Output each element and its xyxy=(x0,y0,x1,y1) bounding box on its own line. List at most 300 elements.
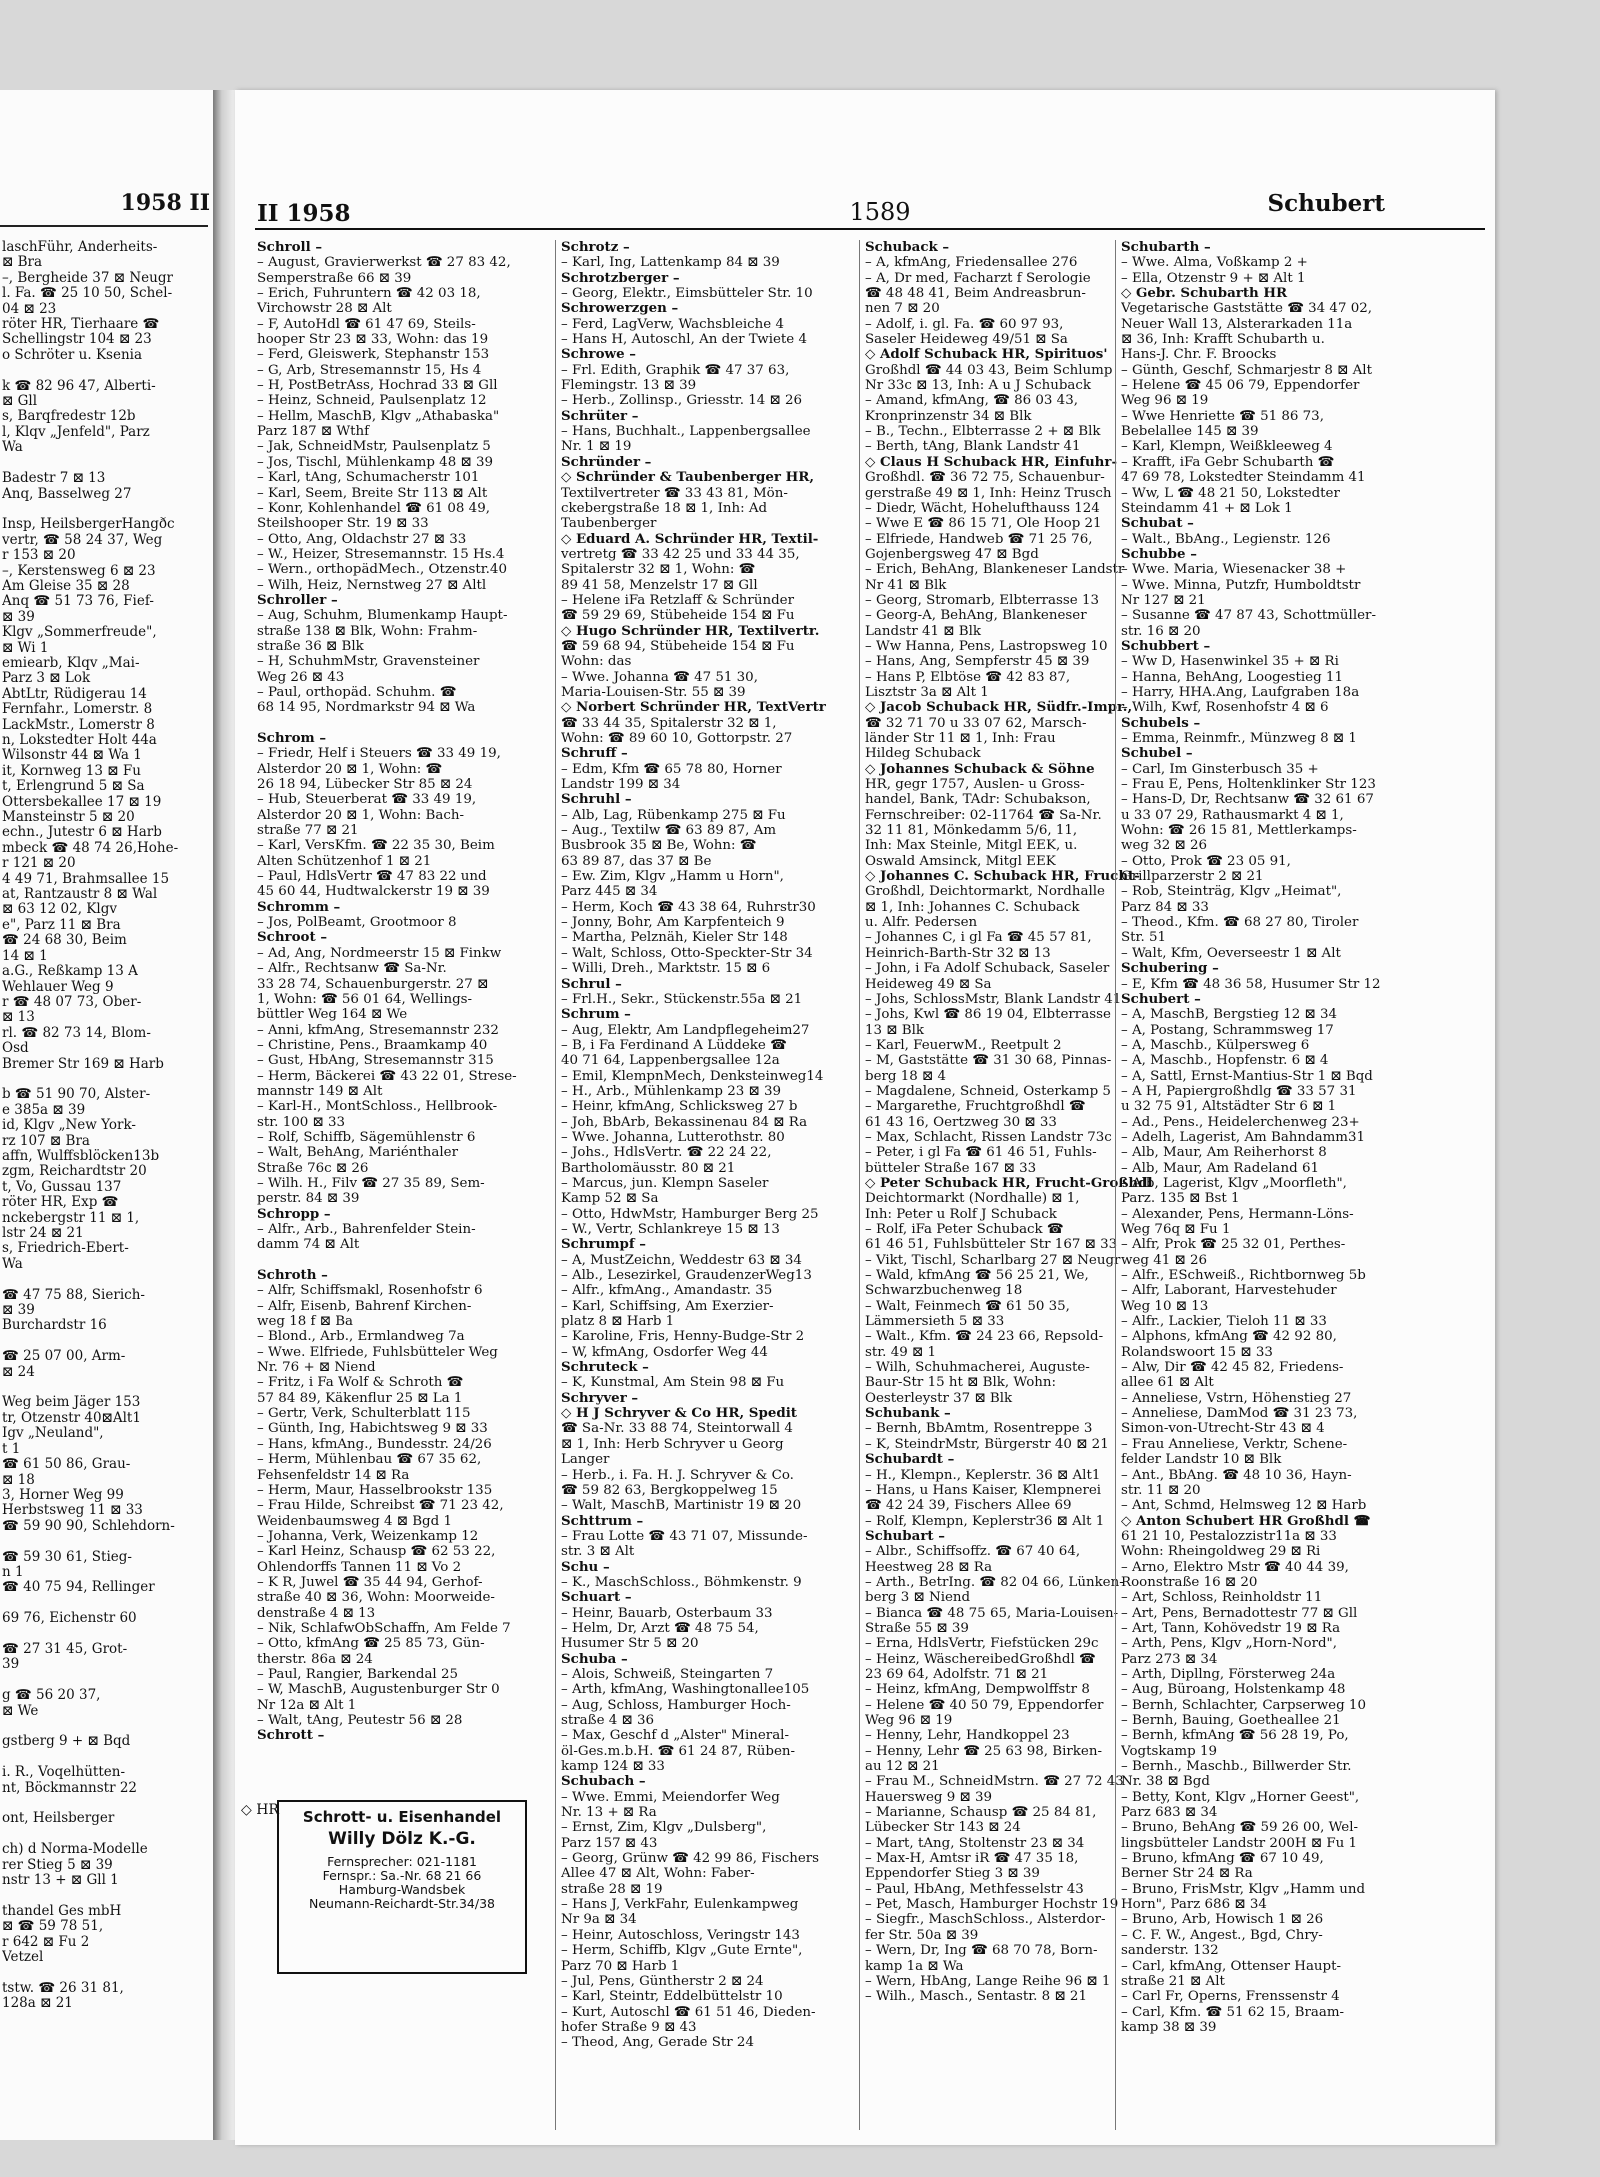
directory-entry-line: – Jul, Pens, Güntherstr 2 ⊠ 24 xyxy=(561,1973,764,1989)
directory-entry-line: – Adolf, i. gl. Fa. ☎ 60 97 93, xyxy=(865,316,1064,332)
directory-entry-line: – Ww, L ☎ 48 21 50, Lokstedter xyxy=(1121,485,1340,501)
directory-entry-line: – Günth, Ing, Habichtsweg 9 ⊠ 33 xyxy=(257,1421,488,1437)
surname-heading: Schroll – xyxy=(257,240,323,255)
directory-entry-line: nen 7 ⊠ 20 xyxy=(865,301,940,317)
directory-entry-line: Nr 41 ⊠ Blk xyxy=(865,577,947,593)
directory-entry-line: – A, Postang, Schrammsweg 17 xyxy=(1121,1022,1334,1038)
directory-entry-line: Wohn: das xyxy=(561,654,632,670)
left-page-line: ☎ 59 30 61, Stieg- xyxy=(2,1549,132,1565)
directory-entry-line: – Rolf, Schiffb, Sägemühlenstr 6 xyxy=(257,1129,476,1145)
directory-entry-line: Textilvertreter ☎ 33 43 81, Mön- xyxy=(561,485,788,501)
directory-entry-line: – Berth, tAng, Blank Landstr 41 xyxy=(865,439,1081,455)
surname-heading: Schubarth – xyxy=(1121,240,1211,255)
directory-entry-line: – Hans, Ang, Sempferstr 45 ⊠ 39 xyxy=(865,654,1090,670)
directory-entry-line: – Erna, HdlsVertr, Fiefstücken 29c xyxy=(865,1636,1099,1652)
directory-entry-line: 33 28 74, Schauenburgerstr. 27 ⊠ xyxy=(257,976,489,992)
directory-entry-line: au 12 ⊠ 21 xyxy=(865,1759,940,1775)
directory-entry-line: str. 100 ⊠ 33 xyxy=(257,1114,346,1130)
directory-entry-line: Lämmersieth 5 ⊠ 33 xyxy=(865,1314,1005,1330)
left-page-line xyxy=(2,1072,207,1087)
directory-entry-line: Hauersweg 9 ⊠ 39 xyxy=(865,1789,992,1805)
left-page-line: 3, Horner Weg 99 xyxy=(2,1487,124,1503)
directory-entry-line: Semperstraße 66 ⊠ 39 xyxy=(257,270,412,286)
directory-entry-line: – Jak, SchneidMstr, Paulsenplatz 5 xyxy=(257,439,491,455)
directory-entry-line: – Elfriede, Handweb ☎ 71 25 76, xyxy=(865,531,1093,547)
directory-entry-line: – Adelh, Lagerist, Am Bahndamm31 xyxy=(1121,1129,1366,1145)
directory-entry-line: – Emma, Reinmfr., Münzweg 8 ⊠ 1 xyxy=(1121,731,1357,746)
directory-entry-line: – Margarethe, Fruchtgroßhdl ☎ xyxy=(865,1099,1086,1115)
directory-entry-line: – Vikt, Tischl, Scharlbarg 27 ⊠ Neugr xyxy=(865,1252,1121,1268)
directory-entry-line: – Johs., HdlsVertr. ☎ 22 24 22, xyxy=(561,1145,772,1161)
directory-entry-line: – C. F. W., Angest., Bgd, Chry- xyxy=(1121,1927,1323,1943)
directory-entry-line: – Arth, kfmAng, Washingtonallee105 xyxy=(561,1682,810,1698)
directory-entry-line: – Alfr, Prok ☎ 25 32 01, Perthes- xyxy=(1121,1237,1346,1253)
left-page-line: a.G., Reßkamp 13 A xyxy=(2,964,138,980)
page-keyword: Schubert xyxy=(1267,190,1385,217)
directory-entry-line: – Wilh, Schuhmacherei, Auguste- xyxy=(865,1360,1090,1376)
left-page-line: ⊠ 18 xyxy=(2,1472,35,1488)
directory-entry-line: – Bruno, Arb, Howisch 1 ⊠ 26 xyxy=(1121,1912,1324,1928)
directory-entry-line: Berner Str 24 ⊠ Ra xyxy=(1121,1866,1253,1882)
directory-entry-line: – Wern, Dr, Ing ☎ 68 70 78, Born- xyxy=(865,1943,1098,1959)
directory-entry-line: Inh: Peter u Rolf J Schuback xyxy=(865,1206,1057,1222)
directory-entry-line: – Heinr, Bauarb, Osterbaum 33 xyxy=(561,1605,773,1621)
directory-entry-line: ☎ 33 44 35, Spitalerstr 32 ⊠ 1, xyxy=(561,715,777,731)
directory-entry-line: – Peter, i gl Fa ☎ 61 46 51, Fuhls- xyxy=(865,1145,1097,1161)
left-page-line: Weg beim Jäger 153 xyxy=(2,1395,141,1411)
directory-entry-line: HR, gegr 1757, Auslen- u Gross- xyxy=(865,777,1085,793)
directory-entry-line: ◇ Peter Schuback HR, Frucht-Großhdl xyxy=(865,1175,1153,1191)
directory-entry-line: Bartholomäusstr. 80 ⊠ 21 xyxy=(561,1160,736,1176)
directory-entry-line: Allee 47 ⊠ Alt, Wohn: Faber- xyxy=(561,1866,755,1882)
directory-entry-line: – Max-H, Amtsr iR ☎ 47 35 18, xyxy=(865,1851,1079,1867)
directory-entry-line: – B, i Fa Ferdinand A Lüddeke ☎ xyxy=(561,1037,787,1053)
directory-entry-line: – Jonny, Bohr, Am Karpfenteich 9 xyxy=(561,915,785,931)
directory-entry-line: ◇ Adolf Schuback HR, Spirituos' xyxy=(865,347,1108,363)
directory-entry-line: – Ant, Schmd, Helmsweg 12 ⊠ Harb xyxy=(1121,1498,1367,1514)
directory-entry-line: platz 8 ⊠ Harb 1 xyxy=(561,1314,675,1330)
directory-entry-line: – Albr., Schiffsoffz. ☎ 67 40 64, xyxy=(865,1544,1081,1560)
directory-entry-line: – Heinz, kfmAng, Dempwolffstr 8 xyxy=(865,1682,1090,1698)
surname-heading: Schuback – xyxy=(865,240,950,255)
directory-entry-line: – Max, Geschf d „Alster" Mineral- xyxy=(561,1728,789,1744)
directory-entry-line: fer Str. 50a ⊠ 39 xyxy=(865,1927,979,1943)
column-divider xyxy=(1115,240,1116,2130)
left-page-line: Am Gleise 35 ⊠ 28 xyxy=(2,578,130,594)
directory-entry-line: ☎ 59 68 94, Stübeheide 154 ⊠ Fu xyxy=(561,638,795,654)
directory-entry-line: Großhdl. ☎ 36 72 75, Schauenbur- xyxy=(865,470,1105,486)
directory-entry-line: – Frl. Edith, Graphik ☎ 47 37 63, xyxy=(561,362,790,378)
directory-entry-line: – Herm, Mühlenbau ☎ 67 35 62, xyxy=(257,1452,482,1468)
directory-entry-line: büttler Weg 164 ⊠ We xyxy=(257,1007,408,1023)
directory-entry-line: str. 3 ⊠ Alt xyxy=(561,1544,635,1560)
directory-entry-line: Hildeg Schuback xyxy=(865,746,981,762)
directory-entry-line: – Günth, Geschf, Schmarjestr 8 ⊠ Alt xyxy=(1121,362,1372,378)
left-page-line: tstw. ☎ 26 31 81, xyxy=(2,1980,124,1996)
directory-entry-line: – Alfr., Arb., Bahrenfelder Stein- xyxy=(257,1222,476,1237)
directory-entry-line: Vogtskamp 19 xyxy=(1121,1743,1217,1759)
left-page-line: at, Rantzaustr 8 ⊠ Wal xyxy=(2,887,158,903)
directory-entry-line: – Alw, Dir ☎ 42 45 82, Friedens- xyxy=(1121,1360,1344,1376)
directory-entry-line: ◇ Johannes C. Schuback HR, Frucht- xyxy=(865,869,1140,885)
directory-entry-line: – A, Maschb., Hopfenstr. 6 ⊠ 4 xyxy=(1121,1053,1329,1069)
directory-entry-line: – Karl Heinz, Schausp ☎ 62 53 22, xyxy=(257,1544,496,1560)
surname-heading: Schrowerzgen – xyxy=(561,301,679,317)
directory-entry-line: – Ferd, Gleiswerk, Stephanstr 153 xyxy=(257,347,490,363)
directory-entry-line: – A, MaschB, Bergstieg 12 ⊠ 34 xyxy=(1121,1007,1338,1023)
surname-heading: Schrüter – xyxy=(561,408,639,424)
directory-entry-line: ◇ Eduard A. Schründer HR, Textil- xyxy=(561,531,819,547)
directory-entry-line: Weg 26 ⊠ 43 xyxy=(257,669,345,685)
left-page-line: n, Lokstedter Holt 44a xyxy=(2,733,157,748)
left-page-line: s, Barqfredestr 12b xyxy=(2,409,136,425)
surname-heading: Schubat – xyxy=(1121,516,1194,532)
directory-entry-line: – Hellm, MaschB, Klgv „Athabaska" xyxy=(257,408,500,424)
column-divider xyxy=(859,240,860,2130)
directory-entry-line: Parz 70 ⊠ Harb 1 xyxy=(561,1958,680,1974)
directory-entry-line: – W, kfmAng, Osdorfer Weg 44 xyxy=(561,1344,768,1360)
directory-entry-line: – Alois, Schweiß, Steingarten 7 xyxy=(561,1666,774,1682)
directory-entry-line: – Alfr., Lackier, Tieloh 11 ⊠ 33 xyxy=(1121,1314,1327,1330)
directory-entry-line: 61 21 10, Pestalozzistr11a ⊠ 33 xyxy=(1121,1528,1337,1544)
directory-entry-line: – Wwe. Johanna ☎ 47 51 30, xyxy=(561,669,758,685)
left-page-line: ☎ 47 75 88, Sierich- xyxy=(2,1287,145,1303)
directory-entry-line: ◇ Johannes Schuback & Söhne xyxy=(865,761,1095,777)
directory-entry-line: – Herm, Koch ☎ 43 38 64, Ruhrstr30 xyxy=(561,899,816,915)
directory-entry-line: handel, Bank, TAdr: Schubakson, xyxy=(865,792,1091,808)
directory-entry-line: – Herb., i. Fa. H. J. Schryver & Co. xyxy=(561,1467,794,1483)
directory-entry-line: ☎ 32 71 70 u 33 07 62, Marsch- xyxy=(865,715,1087,731)
directory-entry-line: – Carl Fr, Operns, Frenssenstr 4 xyxy=(1121,1989,1340,2005)
advert-line-2: Willy Dölz K.-G. xyxy=(328,1829,476,1849)
directory-entry-line: – Johannes C, i gl Fa ☎ 45 57 81, xyxy=(865,930,1092,946)
directory-entry-line: – Alfr., Rechtsanw ☎ Sa-Nr. xyxy=(257,961,447,977)
directory-entry-line: – Magdalene, Schneid, Osterkamp 5 xyxy=(865,1083,1111,1099)
directory-entry-line: – Georg, Elektr., Eimsbütteler Str. 10 xyxy=(561,286,813,302)
left-page-line xyxy=(2,1796,207,1811)
left-page-line: Badestr 7 ⊠ 13 xyxy=(2,471,106,487)
directory-entry-line: – Ad., Pens., Heidelerchenweg 23+ xyxy=(1121,1114,1360,1130)
left-page-text xyxy=(2,240,207,2012)
directory-entry-line: Weg 96 ⊠ 19 xyxy=(1121,393,1209,409)
surname-heading: Schroller – xyxy=(257,592,338,608)
directory-entry-line: Nr 9a ⊠ 34 xyxy=(561,1912,637,1928)
directory-entry-line: Oesterleystr 37 ⊠ Blk xyxy=(865,1390,1013,1406)
left-page-header: 1958 II xyxy=(120,190,210,216)
directory-entry-line: – A, Sattl, Ernst-Mantius-Str 1 ⊠ Bqd xyxy=(1121,1068,1373,1084)
left-page-line: id, Klgv „New York- xyxy=(2,1118,136,1134)
directory-entry-line: – Carl, Im Ginsterbusch 35 + xyxy=(1121,761,1319,777)
directory-entry-line: hofer Straße 9 ⊠ 43 xyxy=(561,2019,697,2035)
directory-entry-line: – Karl, Seem, Breite Str 113 ⊠ Alt xyxy=(257,485,488,501)
directory-entry-line: – Herm, Schiffb, Klgv „Gute Ernte", xyxy=(561,1943,803,1959)
directory-entry-line: – Karl, Schiffsing, Am Exerzier- xyxy=(561,1298,774,1314)
surname-heading: Schttrum – xyxy=(561,1513,644,1529)
surname-heading: Schromm – xyxy=(257,899,341,915)
surname-heading: Schubbe – xyxy=(1121,546,1197,562)
directory-entry-line: Taubenberger xyxy=(561,516,657,532)
directory-entry-line: – Rolf, iFa Peter Schuback ☎ xyxy=(865,1222,1064,1237)
directory-entry-line: – Hanna, BehAng, Loogestieg 11 xyxy=(1121,669,1343,685)
directory-entry-line: – Gertr, Verk, Schulterblatt 115 xyxy=(257,1406,471,1422)
left-page-line: nstr 13 + ⊠ Gll 1 xyxy=(2,1873,119,1889)
advertisement-box xyxy=(241,1800,527,1974)
directory-entry-line: Parz 84 ⊠ 33 xyxy=(1121,899,1209,915)
surname-heading: Schubert – xyxy=(1121,991,1201,1007)
directory-entry-line: Steilshooper Str. 19 ⊠ 33 xyxy=(257,516,429,532)
left-page-line: ☎ 24 68 30, Beim xyxy=(2,933,127,949)
page-header xyxy=(235,90,1495,225)
directory-entry-line: – H., Arb., Mühlenkamp 23 ⊠ 39 xyxy=(561,1083,782,1099)
left-page-line xyxy=(2,1719,207,1734)
directory-entry-line: – M, Gaststätte ☎ 31 30 68, Pinnas- xyxy=(865,1053,1112,1069)
left-page-line: ⊠ 24 xyxy=(2,1364,35,1380)
directory-entry-line: straße 40 ⊠ 36, Wohn: Moorweide- xyxy=(257,1590,495,1606)
directory-entry-line: – Karl-H., MontSchloss., Hellbrook- xyxy=(257,1099,498,1115)
directory-entry-line: – Willi, Dreh., Marktstr. 15 ⊠ 6 xyxy=(561,961,771,977)
directory-entry-line: – Fritz, i Fa Wolf & Schroth ☎ xyxy=(257,1375,464,1391)
left-page-line: e", Parz 11 ⊠ Bra xyxy=(2,917,121,933)
directory-entry-line: – Bruno, FrisMstr, Klgv „Hamm und xyxy=(1121,1881,1366,1897)
left-page-line: ⊠ 63 12 02, Klgv xyxy=(2,902,117,918)
directory-entry-line xyxy=(257,1253,549,1268)
directory-entry-line: perstr. 84 ⊠ 39 xyxy=(257,1191,360,1207)
directory-entry-line: – Walt, tAng, Peutestr 56 ⊠ 28 xyxy=(257,1713,463,1728)
directory-entry-line: Oswald Amsinck, Mitgl EEK xyxy=(865,853,1056,869)
directory-entry-line: – Alexander, Pens, Hermann-Löns- xyxy=(1121,1206,1354,1222)
directory-entry-line: – Walt., BbAng., Legienstr. 126 xyxy=(1121,531,1331,547)
directory-entry-line: – Siegfr., MaschSchloss., Alsterdor- xyxy=(865,1912,1106,1928)
surname-heading: Schrul – xyxy=(561,976,622,992)
directory-entry-line: Nr 127 ⊠ 21 xyxy=(1121,592,1206,608)
directory-entry-line: – Anneliese, DamMod ☎ 31 23 73, xyxy=(1121,1406,1358,1422)
directory-entry-line: Simon-von-Utrecht-Str 43 ⊠ 4 xyxy=(1121,1421,1325,1437)
directory-entry-line: – A H, Papiergroßhdlg ☎ 33 57 31 xyxy=(1121,1083,1357,1099)
directory-entry-line: – Wern., orthopädMech., Otzenstr.40 xyxy=(257,562,507,578)
left-page-line xyxy=(2,1673,207,1688)
book-gutter xyxy=(213,90,235,2140)
directory-entry-line: – Krafft, iFa Gebr Schubarth ☎ xyxy=(1121,454,1335,470)
left-page-line: k ☎ 82 96 47, Alberti- xyxy=(2,378,156,394)
surname-heading: Schubering – xyxy=(1121,961,1219,977)
directory-entry-line: weg 32 ⊠ 26 xyxy=(1121,838,1208,854)
directory-entry-line: – Pet, Masch, Hamburger Hochstr 19 xyxy=(865,1897,1119,1913)
directory-entry-line: Saseler Heideweg 49/51 ⊠ Sa xyxy=(865,332,1068,348)
directory-column-4 xyxy=(1121,240,1421,2135)
left-page-line: ⊠ 39 xyxy=(2,609,35,625)
directory-entry-line: sanderstr. 132 xyxy=(1121,1943,1219,1959)
left-page-line: r 121 ⊠ 20 xyxy=(2,856,76,872)
directory-entry-line: kamp 124 ⊠ 33 xyxy=(561,1759,665,1775)
surname-heading: Schuba – xyxy=(561,1651,628,1667)
directory-entry-line: ⊠ 1, Inh: Herb Schryver u Georg xyxy=(561,1436,784,1452)
directory-entry-line: Husumer Str 5 ⊠ 20 xyxy=(561,1636,699,1652)
directory-entry-line: Straße 55 ⊠ 39 xyxy=(865,1620,969,1636)
left-page-line: Parz 3 ⊠ Lok xyxy=(2,671,91,687)
directory-entry-line: Vegetarische Gaststätte ☎ 34 47 02, xyxy=(1121,301,1373,317)
left-page-line: LackMstr., Lomerstr 8 xyxy=(2,717,155,733)
left-page-line: b ☎ 51 90 70, Alster- xyxy=(2,1087,151,1103)
left-page-line: 69 76, Eichenstr 60 xyxy=(2,1611,137,1627)
left-page-line: Wa xyxy=(2,440,23,456)
left-page-line: Bremer Str 169 ⊠ Harb xyxy=(2,1056,164,1072)
directory-entry-line: Grillparzerstr 2 ⊠ 21 xyxy=(1121,869,1264,885)
directory-entry-line: Nr 33c ⊠ 13, Inh: A u J Schuback xyxy=(865,378,1092,394)
directory-entry-line: – Helene iFa Retzlaff & Schründer xyxy=(561,592,794,608)
directory-entry-line: – Hans, kfmAng., Bundesstr. 24/26 xyxy=(257,1436,492,1452)
directory-entry-line: – Alb, Lagerist, Klgv „Moorfleth", xyxy=(1121,1175,1347,1191)
left-page-line: emiearb, Klqv „Mai- xyxy=(2,655,140,671)
directory-entry-line: – Otto, Prok ☎ 23 05 91, xyxy=(1121,853,1291,869)
directory-entry-line: Nr 12a ⊠ Alt 1 xyxy=(257,1697,357,1713)
directory-entry-line: öl-Ges.m.b.H. ☎ 61 24 87, Rüben- xyxy=(561,1743,796,1759)
directory-entry-line: – Walt, MaschB, Martinistr 19 ⊠ 20 xyxy=(561,1498,802,1514)
directory-entry-line: – Karl, FeuerwM., Reetpult 2 xyxy=(865,1037,1062,1053)
directory-entry-line: – Wwe. Johanna, Lutterothstr. 80 xyxy=(561,1129,785,1145)
left-page-line xyxy=(2,1966,207,1981)
surname-heading: Schrumpf – xyxy=(561,1237,646,1253)
directory-entry-line: Virchowstr 28 ⊠ Alt xyxy=(257,301,392,317)
directory-entry-line: – Wilh, Heiz, Nernstweg 27 ⊠ Altl xyxy=(257,577,487,593)
directory-entry-line: – Heinz, WäschereibedGroßhdl ☎ xyxy=(865,1651,1096,1667)
directory-entry-line: allee 61 ⊠ Alt xyxy=(1121,1375,1214,1391)
directory-entry-line: – Otto, kfmAng ☎ 25 85 73, Gün- xyxy=(257,1636,485,1652)
directory-entry-line: – Alb, Maur, Am Reiherhorst 8 xyxy=(1121,1145,1327,1161)
directory-entry-line: – Walt, Schloss, Otto-Speckter-Str 34 xyxy=(561,945,813,961)
directory-entry-line: 89 41 58, Menzelstr 17 ⊠ Gll xyxy=(561,577,758,593)
directory-entry-line: – Karoline, Fris, Henny-Budge-Str 2 xyxy=(561,1329,805,1345)
left-page-line: Klgv „Sommerfreude", xyxy=(2,625,157,641)
directory-entry-line: – K, Kunstmal, Am Stein 98 ⊠ Fu xyxy=(561,1375,785,1391)
directory-entry-line: mannstr 149 ⊠ Alt xyxy=(257,1083,383,1099)
directory-entry-line: weg 41 ⊠ 26 xyxy=(1121,1252,1208,1268)
directory-entry-line: Kamp 52 ⊠ Sa xyxy=(561,1191,659,1207)
directory-entry-line: – Wwe. Minna, Putzfr, Humboldtstr xyxy=(1121,577,1361,593)
directory-entry-line: – Hans, Buchhalt., Lappenbergsallee xyxy=(561,424,811,440)
left-page-line: echn., Jutestr 6 ⊠ Harb xyxy=(2,825,162,841)
left-page-line: Igv „Neuland", xyxy=(2,1426,104,1442)
directory-entry-line: – Alphons, kfmAng ☎ 42 92 80, xyxy=(1121,1329,1337,1345)
left-page-line xyxy=(2,1596,207,1611)
left-page-line: röter HR, Exp ☎ xyxy=(2,1195,119,1211)
directory-entry-line: – Bernh, Bauing, Goetheallee 21 xyxy=(1121,1713,1341,1728)
directory-entry-line: – K, SteindrMstr, Bürgerstr 40 ⊠ 21 xyxy=(865,1436,1109,1452)
directory-entry-line: Parz. 135 ⊠ Bst 1 xyxy=(1121,1191,1240,1207)
surname-heading: Schroth – xyxy=(257,1268,328,1284)
directory-entry-line: Rolandswoort 15 ⊠ 33 xyxy=(1121,1344,1273,1360)
directory-entry-line: – Wilh. H., Filv ☎ 27 35 89, Sem- xyxy=(257,1175,485,1191)
directory-entry-line: – Gust, HbAng, Stresemannstr 315 xyxy=(257,1053,494,1069)
directory-entry-line: Nr. 76 + ⊠ Niend xyxy=(257,1360,376,1376)
directory-entry-line: Spitalerstr 32 ⊠ 1, Wohn: ☎ xyxy=(561,562,756,578)
directory-entry-line: – Ww Hanna, Pens, Lastropsweg 10 xyxy=(865,638,1108,654)
left-page-line xyxy=(2,1380,207,1395)
left-page-line: i. R., Voqelhütten- xyxy=(2,1765,126,1781)
directory-entry-line: – Wern, HbAng, Lange Reihe 96 ⊠ 1 xyxy=(865,1973,1111,1989)
directory-entry-line: Wohn: ☎ 89 60 10, Gottorpstr. 27 xyxy=(561,731,793,746)
directory-entry-line: – Frau Lotte ☎ 43 71 07, Missunde- xyxy=(561,1528,808,1544)
directory-entry-line: – Bernh, kfmAng ☎ 56 28 19, Po, xyxy=(1121,1728,1349,1744)
directory-entry-line: Busbrook 35 ⊠ Be, Wohn: ☎ xyxy=(561,838,757,854)
directory-entry-line: – Rob, Steinträg, Klgv „Heimat", xyxy=(1121,884,1342,900)
directory-entry-line: – Helm, Dr, Arzt ☎ 48 75 54, xyxy=(561,1620,759,1636)
directory-entry-line: – Frau Anneliese, Verktr, Schene- xyxy=(1121,1436,1348,1452)
directory-entry-line: Großhdl, Deichtormarkt, Nordhalle xyxy=(865,884,1105,900)
directory-entry-line: – Walt, Kfm, Oeverseestr 1 ⊠ Alt xyxy=(1121,945,1341,961)
directory-entry-line: – Paul, HdlsVertr ☎ 47 83 22 und xyxy=(257,869,487,885)
directory-entry-line: – Bernh, BbAmtm, Rosentreppe 3 xyxy=(865,1421,1093,1437)
directory-entry-line: – Karl, Steintr, Eddelbüttelstr 10 xyxy=(561,1989,783,2005)
directory-entry-line: – Aug, Elektr, Am Landpflegeheim27 xyxy=(561,1022,810,1038)
directory-entry-line: straße 28 ⊠ 19 xyxy=(561,1881,663,1897)
directory-entry-line: – F, AutoHdl ☎ 61 47 69, Steils- xyxy=(257,316,476,332)
left-page-line: ont, Heilsberger xyxy=(2,1811,115,1827)
directory-entry-line: – Aug, Schloss, Hamburger Hoch- xyxy=(561,1697,791,1713)
left-page-line: vertr, ☎ 58 24 37, Weg xyxy=(2,532,163,548)
left-page-line: t, Vo, Gussau 137 xyxy=(2,1179,122,1195)
directory-entry-line: str. 16 ⊠ 20 xyxy=(1121,623,1201,639)
directory-entry-line: – E, Kfm ☎ 48 36 58, Husumer Str 12 xyxy=(1121,976,1381,992)
directory-entry-line: damm 74 ⊠ Alt xyxy=(257,1237,360,1253)
left-page-line xyxy=(2,1627,207,1642)
left-page-line: t, Erlengrund 5 ⊠ Sa xyxy=(2,779,145,795)
directory-entry-line: Alten Schützenhof 1 ⊠ 21 xyxy=(257,853,432,869)
directory-entry-line: 57 84 89, Käkenflur 25 ⊠ La 1 xyxy=(257,1390,463,1406)
surname-heading: Schu – xyxy=(561,1559,610,1575)
directory-entry-line: 32 11 81, Mönkedamm 5/6, 11, xyxy=(865,823,1078,839)
directory-entry-line: – Karl, tAng, Schumacherstr 101 xyxy=(257,470,480,486)
directory-entry-line: – Bruno, BehAng ☎ 59 26 00, Wel- xyxy=(1121,1820,1359,1836)
directory-entry-line: ⊠ 1, Inh: Johannes C. Schuback xyxy=(865,899,1080,915)
directory-entry-line: straße 36 ⊠ Blk xyxy=(257,638,364,654)
directory-entry-line: Inh: Max Steinle, Mitgl EEK, u. xyxy=(865,838,1078,854)
directory-entry-line: – A, Dr med, Facharzt f Serologie xyxy=(865,270,1091,286)
directory-entry-line: – Art, Schloss, Reinholdstr 11 xyxy=(1121,1590,1323,1606)
directory-entry-line: Lübecker Str 143 ⊠ 24 xyxy=(865,1820,1021,1836)
directory-entry-line: – Ferd, LagVerw, Wachsbleiche 4 xyxy=(561,316,784,332)
directory-entry-line: – Wwe. Alma, Voßkamp 2 + xyxy=(1121,255,1308,271)
directory-entry-line: Bebelallee 145 ⊠ 39 xyxy=(1121,424,1259,440)
advert-line-6: Neumann-Reichardt-Str.34/38 xyxy=(309,1896,495,1911)
surname-heading: Schrowe – xyxy=(561,347,636,363)
left-page-line: t 1 xyxy=(2,1441,21,1457)
left-page-line: 128a ⊠ 21 xyxy=(2,1996,73,2012)
left-page-line: –, Kerstensweg 6 ⊠ 23 xyxy=(2,563,156,579)
directory-entry-line: – Betty, Kont, Klgv „Horner Geest", xyxy=(1121,1789,1360,1805)
directory-entry-line: – Arth, Dipllng, Försterweg 24a xyxy=(1121,1666,1336,1682)
directory-entry-line: – Georg-A, BehAng, Blankeneser xyxy=(865,608,1087,624)
directory-entry-line: – Georg, Stromarb, Elbterrasse 13 xyxy=(865,592,1099,608)
directory-entry-line: – Erich, Fuhruntern ☎ 42 03 18, xyxy=(257,286,481,302)
left-page-line: Fernfahr., Lomerstr. 8 xyxy=(2,702,153,718)
directory-entry-line: – Herb., Zollinsp., Griesstr. 14 ⊠ 26 xyxy=(561,393,803,409)
directory-entry-line: ◇ Hugo Schründer HR, Textilvertr. xyxy=(561,623,820,639)
directory-entry-line: – Ad, Ang, Nordmeerstr 15 ⊠ Finkw xyxy=(257,945,502,961)
directory-entry-line: – K., MaschSchloss., Böhmkenstr. 9 xyxy=(561,1574,802,1590)
directory-entry-line: Schwarzbuchenweg 18 xyxy=(865,1283,1023,1299)
directory-entry-line: – Konr, Kohlenhandel ☎ 61 08 49, xyxy=(257,500,490,516)
surname-heading: Schubart – xyxy=(865,1528,945,1544)
directory-entry-line: – Otto, Ang, Oldachstr 27 ⊠ 33 xyxy=(257,531,467,547)
directory-entry-line: 45 60 44, Hudtwalckerstr 19 ⊠ 39 xyxy=(257,884,490,900)
surname-heading: Schubardt – xyxy=(865,1452,955,1468)
directory-entry-line: Maria-Louisen-Str. 55 ⊠ 39 xyxy=(561,684,746,700)
directory-entry-line: Großhdl ☎ 44 03 43, Beim Schlump xyxy=(865,362,1113,378)
directory-entry-line: – Ella, Otzenstr 9 + ⊠ Alt 1 xyxy=(1121,270,1306,286)
directory-entry-line: lingsbütteler Landstr 200H ⊠ Fu 1 xyxy=(1121,1835,1358,1851)
directory-entry-line: straße 21 ⊠ Alt xyxy=(1121,1973,1225,1989)
advert-line-5: Hamburg-Wandsbek xyxy=(338,1882,466,1897)
